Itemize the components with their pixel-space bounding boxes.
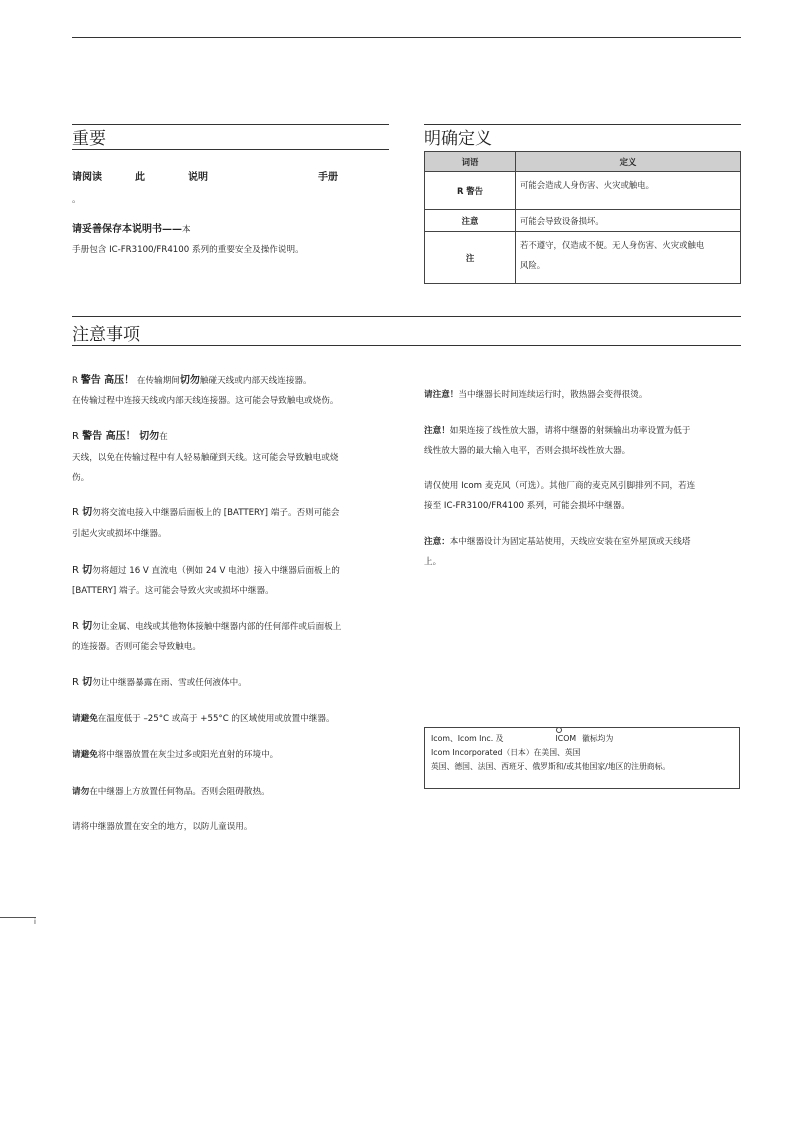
header-def: 定义 [516,152,741,172]
keep-manual-rest: 本 [182,225,191,235]
precaution-6-rest: 勿让中继器暴露在雨、雪或任何液体中。 [92,678,247,688]
definition-row-note [425,232,741,284]
trademark-line-3: 英国、德国、法国、西班牙、俄罗斯和/或其他国家/地区的注册商标。 [431,762,671,771]
important-title: 重要 [72,129,106,149]
definition-row-caution [425,210,741,232]
precaution-9 [72,782,270,802]
precaution-5 [72,617,341,637]
right-note-2-bold: 注意！ [424,426,450,436]
definitions-header-row [425,152,741,172]
precaution-5-rest: 勿让金属、电线或其他物体接触中继器内部的任何部件或后面板上 [92,622,342,632]
right-note-2 [424,421,690,441]
precaution-1-bold-2: 切勿 [179,375,200,386]
precautions-title: 注意事项 [72,325,140,345]
def-note-line-1: 若不遵守，仅造成不便。无人身伤害、火灾或触电 [520,240,705,250]
precaution-4 [72,561,340,581]
right-note-3-line-2: 接至 IC-FR3100/FR4100 系列，可能会损坏中继器。 [424,501,630,511]
precaution-4-rest: 勿将超过 16 V 直流电（例如 24 V 电池）接入中继器后面板上的 [92,566,340,576]
read-word-3: 说明 [188,172,208,183]
precaution-2-line-3: 伤。 [72,473,90,483]
precaution-4-bold: 切 [82,565,93,576]
read-word-4: 手册 [318,172,338,183]
precaution-4-line-2: [BATTERY] 端子。这可能会导致火灾或损坏中继器。 [72,586,274,596]
definitions-table [424,151,741,284]
right-note-2-line-2: 线性放大器的最大输入电平，否则会损坏线性放大器。 [424,446,631,456]
def-note-line-2: 风险。 [520,260,546,270]
page-number-rule [0,917,36,918]
trademark-line-1-a: Icom、Icom Inc. 及 [431,734,504,743]
precaution-2-line-2: 天线，以免在传输过程中有人轻易触碰到天线。这可能会导致触电或烧 [72,453,339,463]
definitions-top-line [424,124,741,125]
right-note-2-rest: 如果连接了线性放大器，请将中继器的射频输出功率设置为低于 [449,426,691,436]
trademark-box [424,727,740,789]
precaution-6 [72,673,247,693]
precaution-9-rest: 在中继器上方放置任何物品。否则会阻碍散热。 [89,787,270,797]
warning-mark: R [72,507,83,518]
precaution-10: 请将中继器放置在安全的地方，以防儿童误用。 [72,822,253,832]
precaution-1-line-2: 在传输过程中连接天线或内部天线连接器。这可能会导致触电或烧伤。 [72,396,339,406]
precaution-2 [72,427,168,447]
keep-manual-line-2: 手册包含 IC-FR3100/FR4100 系列的重要安全及操作说明。 [72,245,304,255]
term-warning: R 警告 [425,172,516,210]
precautions-top-line [72,316,741,317]
def-warning: 可能会造成人身伤害、火灾或触电。 [516,172,741,210]
right-note-1-bold: 请注意！ [424,390,459,400]
icom-logo-icon [555,732,576,746]
precaution-5-line-2: 的连接器。否则可能会导致触电。 [72,642,201,652]
keep-manual-line [72,220,191,240]
precaution-7 [72,709,335,729]
definitions-title: 明确定义 [424,129,492,149]
precaution-7-rest: 在温度低于 –25°C 或高于 +55°C 的区域使用或放置中继器。 [97,714,335,724]
precaution-1-bold: 警告 高压！ [80,375,135,386]
trademark-line-2: Icom Incorporated（日本）在美国、英国 [431,748,581,757]
right-note-4 [424,532,690,552]
precaution-6-bold: 切 [82,677,93,688]
term-note: 注 [425,232,516,284]
important-top-line [72,124,389,125]
precaution-8 [72,745,278,765]
read-word-1: 请阅读 [72,172,102,183]
precaution-8-bold: 请避免 [72,750,98,760]
def-caution: 可能会导致设备损坏。 [516,210,741,232]
precaution-3-bold: 切 [82,507,93,518]
header-term: 词语 [425,152,516,172]
precaution-3 [72,503,340,523]
definition-row-warning [425,172,741,210]
right-note-4-line-2: 上。 [424,557,442,567]
page-number: i [34,918,36,926]
read-word-2: 此 [135,172,145,183]
read-line-end: 。 [72,195,81,205]
right-note-4-rest: 本中继器设计为固定基站使用，天线应安装在室外屋顶或天线塔 [449,537,691,547]
precaution-9-bold: 请勿 [72,787,90,797]
precaution-7-bold: 请避免 [72,714,98,724]
precaution-1 [72,371,312,391]
precaution-2-bold: 警告 高压！ 切勿 [82,431,160,442]
keep-manual-bold: 请妥善保存本说明书—— [72,224,182,235]
precaution-5-bold: 切 [82,621,93,632]
precaution-1-mid: 在传输期间 [134,376,180,386]
term-caution: 注意 [425,210,516,232]
precautions-underline [72,345,741,346]
precaution-3-rest: 勿将交流电接入中继器后面板上的 [BATTERY] 端子。否则可能会 [92,508,340,518]
right-note-3-line-1: 请仅使用 Icom 麦克风（可选）。其他厂商的麦克风引脚排列不同，若连 [424,481,696,491]
right-note-1-rest: 当中继器长时间连续运行时，散热器会变得很烫。 [458,390,648,400]
precaution-3-line-2: 引起火灾或损坏中继器。 [72,529,167,539]
warning-mark: R [72,677,83,688]
warning-mark: R [72,431,83,442]
trademark-line-1 [431,732,733,746]
right-note-1 [424,385,647,405]
warning-mark: R [72,621,83,632]
trademark-line-1-b: 徽标均为 [582,734,614,743]
right-note-4-bold: 注意： [424,537,450,547]
warning-mark: R [72,565,83,576]
top-rule [72,37,741,38]
precaution-2-rest: 在 [159,432,168,442]
precaution-1-rest: 触碰天线或内部天线连接器。 [199,376,312,386]
important-underline [72,149,389,150]
warning-mark: R [72,376,81,386]
precaution-8-rest: 将中继器放置在灰尘过多或阳光直射的环境中。 [97,750,279,760]
def-note [516,232,741,284]
icom-logo-text: ICOM [555,734,577,743]
